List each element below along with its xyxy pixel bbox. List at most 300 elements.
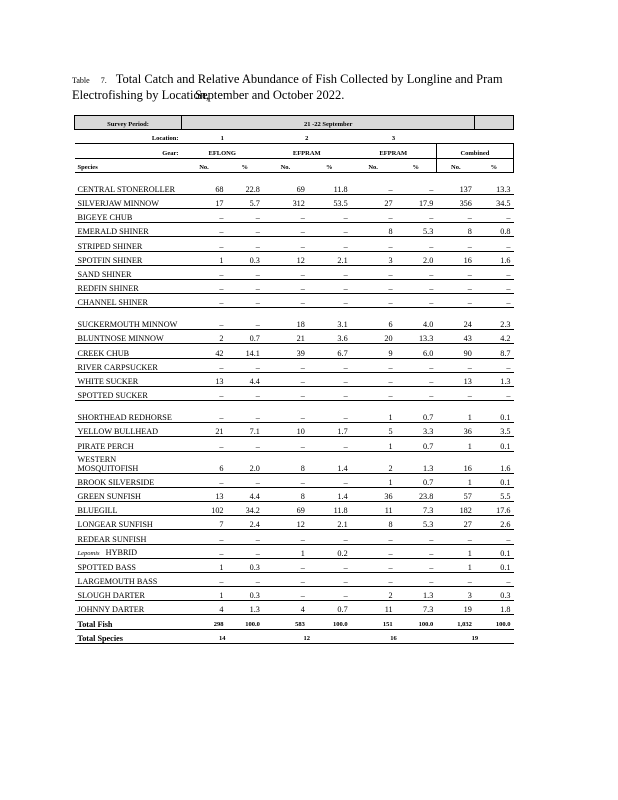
cell-value: 2.0 (227, 451, 263, 473)
species-name (75, 423, 182, 437)
cell-value: – (308, 223, 351, 237)
cell-value: 1.6 (475, 251, 514, 265)
survey-period-row (75, 116, 514, 130)
cell-value: 36 (351, 487, 396, 501)
cell-value: – (182, 279, 227, 293)
cell-value: – (263, 358, 308, 372)
cell-value: – (396, 358, 437, 372)
cell-value: – (475, 572, 514, 586)
cell-value: 69 (263, 172, 308, 194)
species-name (75, 251, 182, 265)
cell-value: – (182, 358, 227, 372)
cell-value: 11.8 (308, 501, 351, 515)
cell-value: 16 (436, 251, 475, 265)
cell-value: – (351, 544, 396, 558)
species-name (75, 601, 182, 615)
total-species-value: 16 (351, 629, 437, 643)
cell-value: 21 (182, 423, 227, 437)
cell-value: 5.5 (475, 487, 514, 501)
species-name (75, 558, 182, 572)
cell-value: – (436, 237, 475, 251)
cell-value: – (263, 530, 308, 544)
location-3: 3 (351, 130, 437, 144)
total-fish-row (75, 615, 514, 629)
species-name (75, 294, 182, 308)
cell-value: – (263, 437, 308, 451)
cell-value: – (475, 208, 514, 222)
cell-value: – (436, 208, 475, 222)
cell-value: – (182, 401, 227, 423)
cell-value: 2.0 (396, 251, 437, 265)
cell-value: 1 (436, 437, 475, 451)
cell-value: – (182, 208, 227, 222)
table-row (75, 530, 514, 544)
cell-value: – (308, 558, 351, 572)
species-label: SLOUGH DARTER (77, 591, 146, 601)
cell-value: 34.5 (475, 194, 514, 208)
cell-value: 1 (436, 401, 475, 423)
cell-value: 14.1 (227, 344, 263, 358)
cell-value: – (182, 530, 227, 544)
cell-value: 13 (182, 372, 227, 386)
caption-title-line1: Total Catch and Relative Abundance of Fish Collected by Longline and Pram (115, 72, 503, 86)
cell-value: 17.9 (396, 194, 437, 208)
species-label: Species (75, 158, 182, 172)
table-row (75, 208, 514, 222)
cell-value: – (263, 572, 308, 586)
species-label: SAND SHINER (77, 269, 132, 279)
cell-value: 4 (263, 601, 308, 615)
cell-value: – (436, 387, 475, 401)
cell-value: 1 (351, 401, 396, 423)
location-1: 1 (182, 130, 263, 144)
cell-value: 2.6 (475, 516, 514, 530)
cell-value: 53.5 (308, 194, 351, 208)
cell-value: 13 (436, 372, 475, 386)
survey-period-value: 21 -22 September (182, 116, 475, 130)
cell-value: – (263, 279, 308, 293)
cell-value: – (351, 237, 396, 251)
cell-value: 10 (263, 423, 308, 437)
cell-value: – (227, 401, 263, 423)
table-row (75, 387, 514, 401)
table-row (75, 172, 514, 194)
cell-value: 1 (351, 437, 396, 451)
table-row (75, 372, 514, 386)
cell-value: 11.8 (308, 172, 351, 194)
location-label: Location: (75, 130, 182, 144)
cell-value: – (227, 223, 263, 237)
gear-row (75, 144, 514, 158)
table-row (75, 601, 514, 615)
cell-value: 42 (182, 344, 227, 358)
cell-value: – (182, 544, 227, 558)
cell-value: 0.1 (475, 558, 514, 572)
cell-value: 2.3 (475, 308, 514, 330)
loc3-no: No. (351, 158, 396, 172)
cell-value: – (227, 387, 263, 401)
cell-value: – (182, 437, 227, 451)
cell-value: 3.5 (475, 423, 514, 437)
species-name (75, 473, 182, 487)
caption-line-1 (72, 72, 552, 88)
cell-value: – (263, 237, 308, 251)
table-row (75, 451, 514, 473)
cell-value: 1.4 (308, 451, 351, 473)
cell-value: – (475, 387, 514, 401)
cell-value: 2 (351, 587, 396, 601)
species-label: CREEK CHUB (77, 348, 130, 358)
combined-no: No. (436, 158, 475, 172)
cell-value: 1.3 (396, 451, 437, 473)
cell-value: 3 (351, 251, 396, 265)
location-2: 2 (263, 130, 351, 144)
cell-value: – (396, 572, 437, 586)
cell-value: – (396, 387, 437, 401)
location-row (75, 130, 514, 144)
species-name (75, 330, 182, 344)
cell-value: – (475, 279, 514, 293)
cell-value: – (227, 308, 263, 330)
species-name (75, 544, 182, 558)
cell-value: 312 (263, 194, 308, 208)
cell-value: 0.1 (475, 401, 514, 423)
cell-value: – (351, 358, 396, 372)
table-row (75, 265, 514, 279)
species-name (75, 265, 182, 279)
cell-value: – (308, 358, 351, 372)
cell-value: – (227, 544, 263, 558)
cell-value: 0.3 (227, 558, 263, 572)
cell-value: – (436, 358, 475, 372)
cell-value: 1.3 (475, 372, 514, 386)
species-label: EMERALD SHINER (77, 227, 149, 237)
cell-value: 13 (182, 487, 227, 501)
cell-value: 22.8 (227, 172, 263, 194)
species-name (75, 208, 182, 222)
cell-value: – (182, 473, 227, 487)
cell-value: 8 (351, 223, 396, 237)
total-fish-value: 298 (182, 615, 227, 629)
species-label: SUCKERMOUTH MINNOW (77, 320, 178, 330)
table-row (75, 358, 514, 372)
cell-value: 27 (436, 516, 475, 530)
cell-value: – (351, 372, 396, 386)
cell-value: 1 (436, 544, 475, 558)
cell-value: 1 (263, 544, 308, 558)
cell-value: – (308, 437, 351, 451)
total-fish-value: 151 (351, 615, 396, 629)
cell-value: 3 (436, 587, 475, 601)
cell-value: 6.7 (308, 344, 351, 358)
species-name (75, 572, 182, 586)
total-species-value: 12 (263, 629, 351, 643)
cell-value: 0.2 (308, 544, 351, 558)
species-name (75, 587, 182, 601)
species-label: LARGEMOUTH BASS (77, 577, 158, 587)
table-row (75, 194, 514, 208)
cell-value: – (475, 530, 514, 544)
cell-value: – (436, 294, 475, 308)
combined-label: Combined (436, 144, 513, 158)
cell-value: 6 (182, 451, 227, 473)
cell-value: 11 (351, 601, 396, 615)
cell-value: 23.8 (396, 487, 437, 501)
table-row (75, 401, 514, 423)
cell-value: – (351, 387, 396, 401)
cell-value: 24 (436, 308, 475, 330)
table-row (75, 558, 514, 572)
total-fish-label: Total Fish (75, 615, 182, 629)
cell-value: 3.3 (396, 423, 437, 437)
cell-value: 68 (182, 172, 227, 194)
table-row (75, 223, 514, 237)
species-label: CENTRAL STONEROLLER (77, 184, 176, 194)
cell-value: 0.8 (475, 223, 514, 237)
cell-value: – (227, 279, 263, 293)
species-name (75, 372, 182, 386)
table-row (75, 237, 514, 251)
cell-value: – (308, 387, 351, 401)
cell-value: 4.4 (227, 487, 263, 501)
table-row (75, 516, 514, 530)
cell-value: – (396, 544, 437, 558)
cell-value: – (263, 265, 308, 279)
cell-value: 182 (436, 501, 475, 515)
cell-value: 18 (263, 308, 308, 330)
cell-value: – (308, 587, 351, 601)
cell-value: 1 (182, 587, 227, 601)
total-fish-value: 100.0 (396, 615, 437, 629)
cell-value: 3.1 (308, 308, 351, 330)
species-label: SPOTTED SUCKER (77, 391, 148, 401)
caption-line-2 (72, 88, 552, 102)
species-label: YELLOW BULLHEAD (77, 427, 159, 437)
cell-value: 0.7 (396, 437, 437, 451)
cell-value: 1 (182, 251, 227, 265)
cell-value: – (308, 237, 351, 251)
cell-value: 9 (351, 344, 396, 358)
cell-value: – (351, 572, 396, 586)
cell-value: 2 (182, 330, 227, 344)
cell-value: 13.3 (396, 330, 437, 344)
cell-value: – (396, 172, 437, 194)
cell-value: 8 (263, 487, 308, 501)
species-label: GREEN SUNFISH (77, 491, 141, 501)
species-name (75, 223, 182, 237)
species-name (75, 451, 182, 473)
cell-value: 356 (436, 194, 475, 208)
cell-value: 7 (182, 516, 227, 530)
cell-value: – (227, 473, 263, 487)
species-label: BLUEGILL (77, 506, 118, 516)
table-row (75, 437, 514, 451)
species-name (75, 437, 182, 451)
cell-value: 36 (436, 423, 475, 437)
cell-value: – (227, 437, 263, 451)
species-label: SPOTFIN SHINER (77, 255, 143, 265)
species-genus: Lepomis (77, 549, 100, 557)
table-number: 7. (100, 76, 107, 85)
species-name (75, 501, 182, 515)
combined-pct: % (475, 158, 514, 172)
cell-value: – (436, 265, 475, 279)
cell-value: 3.6 (308, 330, 351, 344)
species-label: LONGEAR SUNFISH (77, 520, 153, 530)
cell-value: – (396, 372, 437, 386)
species-label: CHANNEL SHINER (77, 298, 148, 308)
loc1-no: No. (182, 158, 227, 172)
total-species-label: Total Species (75, 629, 182, 643)
cell-value: 4 (182, 601, 227, 615)
cell-value: – (182, 572, 227, 586)
table-row (75, 344, 514, 358)
species-label: BROOK SILVERSIDE (77, 477, 155, 487)
species-name (75, 194, 182, 208)
table-row (75, 251, 514, 265)
cell-value: – (263, 558, 308, 572)
cell-value: 0.1 (475, 437, 514, 451)
cell-value: – (475, 294, 514, 308)
species-label: REDEAR SUNFISH (77, 534, 147, 544)
cell-value: – (263, 223, 308, 237)
cell-value: – (351, 265, 396, 279)
cell-value: – (308, 279, 351, 293)
species-label: STRIPED SHINER (77, 241, 143, 251)
cell-value: 13.3 (475, 172, 514, 194)
total-species-row (75, 629, 514, 643)
cell-value: 0.3 (475, 587, 514, 601)
species-label: BIGEYE CHUB (77, 213, 133, 223)
cell-value: – (308, 473, 351, 487)
cell-value: 12 (263, 516, 308, 530)
cell-value: – (308, 265, 351, 279)
species-name (75, 401, 182, 423)
cell-value: – (182, 237, 227, 251)
cell-value: – (227, 237, 263, 251)
cell-value: 0.3 (227, 251, 263, 265)
total-fish-value: 1,032 (436, 615, 475, 629)
cell-value: 2.1 (308, 251, 351, 265)
table-row (75, 587, 514, 601)
species-label: BLUNTNOSE MINNOW (77, 334, 164, 344)
cell-value: – (263, 587, 308, 601)
cell-value: 8 (263, 451, 308, 473)
cell-value: 5.3 (396, 223, 437, 237)
table-row (75, 501, 514, 515)
cell-value: 43 (436, 330, 475, 344)
cell-value: – (396, 530, 437, 544)
species-label: HYBRID (105, 547, 138, 557)
cell-value: – (475, 237, 514, 251)
cell-value: 8 (351, 516, 396, 530)
cell-value: – (227, 208, 263, 222)
cell-value: – (308, 208, 351, 222)
cell-value: – (182, 265, 227, 279)
cell-value: – (308, 372, 351, 386)
loc2-pct: % (308, 158, 351, 172)
cell-value: 57 (436, 487, 475, 501)
table-row (75, 308, 514, 330)
gear-label: Gear: (75, 144, 182, 158)
species-name (75, 308, 182, 330)
species-label: REDFIN SHINER (77, 284, 139, 294)
cell-value: 4.0 (396, 308, 437, 330)
cell-value: 1 (436, 558, 475, 572)
species-name (75, 172, 182, 194)
caption-title-line2b: September and October 2022. (195, 88, 345, 102)
cell-value: 39 (263, 344, 308, 358)
cell-value: – (263, 473, 308, 487)
table-caption (72, 72, 552, 102)
cell-value: 7.3 (396, 501, 437, 515)
cell-value: 6 (351, 308, 396, 330)
fish-catch-table (74, 115, 514, 644)
cell-value: – (351, 294, 396, 308)
loc2-no: No. (263, 158, 308, 172)
cell-value: 27 (351, 194, 396, 208)
column-subheader-row (75, 158, 514, 172)
species-name (75, 487, 182, 501)
species-name (75, 358, 182, 372)
cell-value: 0.7 (227, 330, 263, 344)
gear-3: EFPRAM (351, 144, 437, 158)
cell-value: 1.3 (227, 601, 263, 615)
cell-value: – (351, 208, 396, 222)
gear-1: EFLONG (182, 144, 263, 158)
cell-value: – (263, 294, 308, 308)
cell-value: 0.1 (475, 473, 514, 487)
species-name (75, 237, 182, 251)
species-name (75, 387, 182, 401)
cell-value: – (436, 572, 475, 586)
species-label: WHITE SUCKER (77, 377, 139, 386)
cell-value: 21 (263, 330, 308, 344)
cell-value: – (396, 237, 437, 251)
cell-value: 11 (351, 501, 396, 515)
species-name (75, 279, 182, 293)
cell-value: – (396, 294, 437, 308)
cell-value: – (227, 358, 263, 372)
cell-value: 1 (436, 473, 475, 487)
cell-value: 2.1 (308, 516, 351, 530)
cell-value: 1.4 (308, 487, 351, 501)
cell-value: – (308, 572, 351, 586)
cell-value: – (436, 279, 475, 293)
cell-value: – (182, 223, 227, 237)
cell-value: 4.4 (227, 372, 263, 386)
cell-value: 0.7 (308, 601, 351, 615)
species-label: RIVER CARPSUCKER (77, 362, 158, 372)
cell-value: – (263, 401, 308, 423)
species-label: WESTERN MOSQUITOFISH (77, 454, 139, 473)
cell-value: 5 (351, 423, 396, 437)
gear-2: EFPRAM (263, 144, 351, 158)
table-row (75, 473, 514, 487)
species-label: JOHNNY DARTER (77, 605, 145, 615)
loc3-pct: % (396, 158, 437, 172)
cell-value: – (227, 265, 263, 279)
cell-value: 1.8 (475, 601, 514, 615)
cell-value: 1.3 (396, 587, 437, 601)
cell-value: – (182, 308, 227, 330)
cell-value: – (396, 279, 437, 293)
cell-value: 20 (351, 330, 396, 344)
species-name (75, 344, 182, 358)
cell-value: – (351, 530, 396, 544)
table-row (75, 423, 514, 437)
cell-value: 16 (436, 451, 475, 473)
